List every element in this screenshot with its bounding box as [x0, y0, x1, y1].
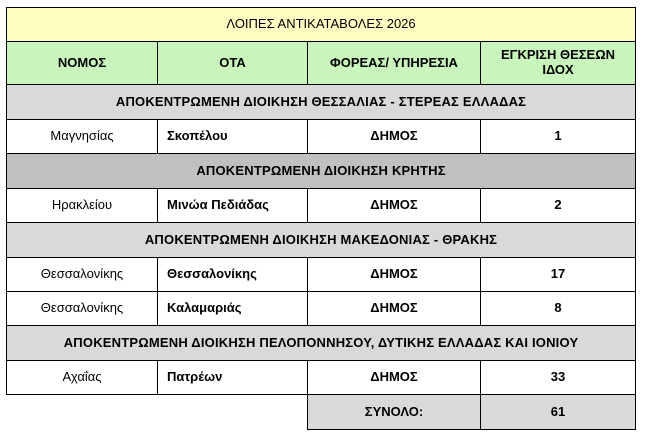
table-row: [7, 189, 636, 223]
section-row: [7, 154, 636, 189]
column-header-body: ΦΟΡΕΑΣ/ ΥΠΗΡΕΣΙΑ: [308, 42, 481, 85]
column-header-approval-line2: ΙΔΟΧ: [542, 62, 574, 77]
approval-count-cell: 17: [481, 258, 636, 292]
ota-cell: Θεσσαλονίκης: [158, 258, 308, 292]
section-title-thessaly: ΑΠΟΚΕΝΤΡΩΜΕΝΗ ΔΙΟΙΚΗΣΗ ΘΕΣΣΑΛΙΑΣ - ΣΤΕΡΕΑΣ ΕΛΛΑΔΑΣ: [7, 85, 636, 120]
approval-count-cell: 1: [481, 120, 636, 154]
ota-cell: Μινώα Πεδιάδας: [158, 189, 308, 223]
allocation-table-wrapper: [6, 7, 636, 430]
section-row: [7, 326, 636, 361]
body-cell: ΔΗΜΟΣ: [308, 258, 481, 292]
total-row-spacer: [7, 395, 308, 430]
body-cell: ΔΗΜΟΣ: [308, 120, 481, 154]
table-row: [7, 361, 636, 395]
section-row: [7, 223, 636, 258]
column-header-approval-line1: ΕΓΚΡΙΣΗ ΘΕΣΕΩΝ: [501, 47, 616, 63]
column-header-prefecture: ΝΟΜΟΣ: [7, 42, 158, 85]
approval-count-cell: 33: [481, 361, 636, 395]
prefecture-cell: Αχαΐας: [7, 361, 158, 395]
prefecture-cell: Θεσσαλονίκης: [7, 258, 158, 292]
body-cell: ΔΗΜΟΣ: [308, 292, 481, 326]
allocation-table: [6, 7, 636, 430]
section-row: [7, 85, 636, 120]
body-cell: ΔΗΜΟΣ: [308, 361, 481, 395]
prefecture-cell: Μαγνησίας: [7, 120, 158, 154]
header-row: [7, 42, 636, 85]
prefecture-cell: Ηρακλείου: [7, 189, 158, 223]
total-row: [7, 395, 636, 430]
ota-cell: Σκοπέλου: [158, 120, 308, 154]
section-title-crete: ΑΠΟΚΕΝΤΡΩΜΕΝΗ ΔΙΟΙΚΗΣΗ ΚΡΗΤΗΣ: [7, 154, 636, 189]
table-row: [7, 120, 636, 154]
table-row: [7, 258, 636, 292]
column-header-ota: ΟΤΑ: [158, 42, 308, 85]
table-row: [7, 292, 636, 326]
table-title: ΛΟΙΠΕΣ ΑΝΤΙΚΑΤΑΒΟΛΕΣ 2026: [7, 8, 636, 42]
section-title-peloponnese: ΑΠΟΚΕΝΤΡΩΜΕΝΗ ΔΙΟΙΚΗΣΗ ΠΕΛΟΠΟΝΝΗΣΟΥ, ΔΥΤΙΚΗΣ ΕΛΛΑΔΑΣ ΚΑΙ ΙΟΝΙΟΥ: [7, 326, 636, 361]
title-row: [7, 8, 636, 42]
body-cell: ΔΗΜΟΣ: [308, 189, 481, 223]
column-header-approval: [481, 42, 636, 85]
approval-count-cell: 2: [481, 189, 636, 223]
approval-count-cell: 8: [481, 292, 636, 326]
ota-cell: Καλαμαριάς: [158, 292, 308, 326]
prefecture-cell: Θεσσαλονίκης: [7, 292, 158, 326]
ota-cell: Πατρέων: [158, 361, 308, 395]
total-label: ΣΥΝΟΛΟ:: [308, 395, 481, 430]
section-title-macedonia: ΑΠΟΚΕΝΤΡΩΜΕΝΗ ΔΙΟΙΚΗΣΗ ΜΑΚΕΔΟΝΙΑΣ - ΘΡΑΚΗΣ: [7, 223, 636, 258]
total-value: 61: [481, 395, 636, 430]
